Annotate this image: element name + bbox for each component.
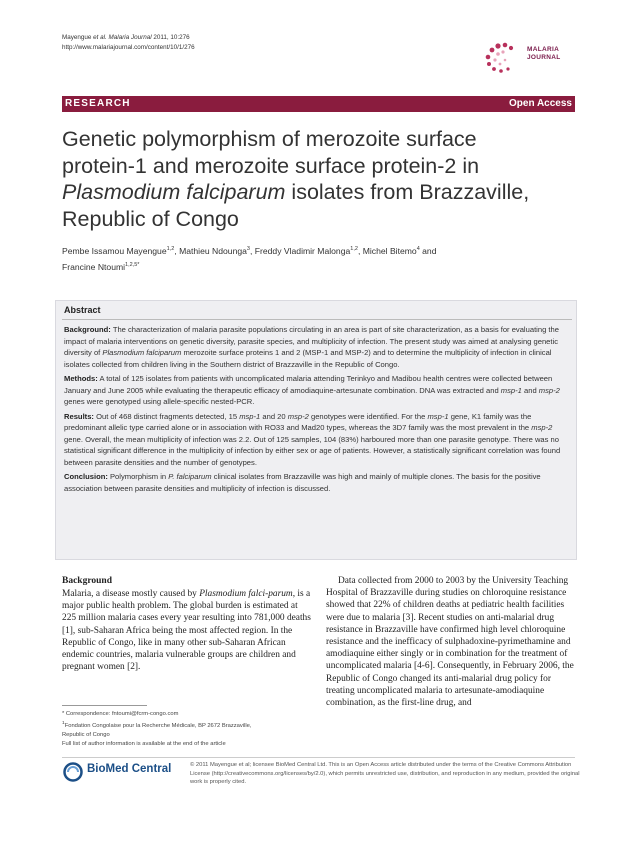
footnote-divider xyxy=(62,705,147,706)
abstract-background: Background: The characterization of malaria parasite populations circulating in an area is part of site characterization, as a basis for evaluating the impact of malaria interventions on genetic diversity, parasite species, and multiplicity of infection. The present study was aimed at analysing genetic diversity of Plasmodium falciparum merozoite surface proteins 1 and 2 (MSP-1 and MSP-2) and to determine the multiplicity of infection in clinical isolates collected from children living in the Southern district of Brazzaville in the Republic of Congo. xyxy=(64,325,559,369)
citation-line: Mayengue et al. Malaria Journal 2011, 10:276 xyxy=(62,34,190,41)
abstract-methods: Methods: A total of 125 isolates from patients with uncomplicated malaria attending Terinkyo and Madibou health centres were collected between January and June 2005 while evaluating the therapeutic efficacy of amodiaquine-artesunate combination. DNA was extracted and msp-1 and msp-2 genes were genotyped using allele-specific nested-PCR. xyxy=(64,374,560,406)
correspondence[interactable]: * Correspondence: fntoumi@fcrm-congo.com xyxy=(62,711,179,717)
author[interactable]: Freddy Vladimir Malonga$^{1,2}$ xyxy=(254,245,358,256)
article-type-label: RESEARCH xyxy=(65,98,131,109)
article-title: Genetic polymorphism of merozoite surface protein-1 and merozoite surface protein-2 in Plasmodium falciparum isolates from Brazzaville, Republic of Congo xyxy=(62,127,530,231)
body-column-right: Data collected from 2000 to 2003 by the University Teaching Hospital of Brazzaville during studies on chloroquine resistance showed that 22% of children deaths at pediatric health facilities were due to malaria [3]. Recent studies on anti-malarial drug resistance in Brazzaville have confirmed high level chloroquine resistance and the inefficacy of sulphadoxine-pyrimethamine and amodiaquine either singly or in combination for the treatment of uncomplicated malaria [4-6]. Consequently, in February 2006, the Republic of Congo changed its anti-malarial drug policy for treating uncomplicated malaria to artesunate-amodiaquine combination, as the first-line drug, and xyxy=(326,576,574,709)
open-access-label: Open Access xyxy=(509,98,572,109)
author[interactable]: Mathieu Ndounga$^3$ xyxy=(179,245,250,256)
section-heading-background: Background xyxy=(62,576,112,586)
article-type-banner xyxy=(62,96,575,112)
footnotes: * Correspondence: fntoumi@fcrm-congo.com $^1$Fondation Congolaise pour la Recherche Médicale, BP 2672 Brazzaville, Republic of Congo Full list of author information is available at the end of the article xyxy=(62,710,322,749)
logo-wordmark: MALARIA JOURNAL xyxy=(527,46,561,61)
author-list: Pembe Issamou Mayengue$^{1,2}$, Mathieu Ndounga$^3$, Freddy Vladimir Malonga$^{1,2}$, Michel Bitemo$^4$ and Francine Ntoumi$^{1,2,5*}$ xyxy=(62,245,437,272)
abstract-divider xyxy=(62,319,572,320)
author[interactable]: Francine Ntoumi$^{1,2,5*}$ xyxy=(62,261,140,272)
abstract-text xyxy=(64,324,571,497)
author[interactable]: Pembe Issamou Mayengue$^{1,2}$ xyxy=(62,245,175,256)
body-column-left: Malaria, a disease mostly caused by Plasmodium falci-parum, is a major public health problem. The global burden is estimated at 225 million malaria cases every year resulting into 781,000 deaths [1], sub-Saharan Africa being the most affected region. In the Republic of Congo, like in many other sub-Saharan African endemic countries, malaria vulnerable groups are children and pregnant women [2]. xyxy=(62,589,311,673)
abstract-heading: Abstract xyxy=(64,305,101,315)
copyright-notice: © 2011 Mayengue et al; licensee BioMed Central Ltd. This is an Open Access article distributed under the terms of the Creative Commons Attribution License (http://creativecommons.org/licenses/by/2.0), which permits unrestricted use, distribution, and reproduction in any medium, provided the original work is properly cited. xyxy=(190,762,580,785)
footer-divider xyxy=(62,757,575,758)
abstract-conclusion: Conclusion: Polymorphism in P. falciparum clinical isolates from Brazzaville was high and mainly of multiple clones. The basis for the positive association between parasite densities and multiplicity of infection is discussed. xyxy=(64,472,541,493)
affiliation: $^1$Fondation Congolaise pour la Recherche Médicale, BP 2672 Brazzaville, xyxy=(62,721,252,729)
author-info-note: Full list of author information is available at the end of the article xyxy=(62,740,226,747)
publisher-name: BioMed Central xyxy=(87,763,172,775)
abstract-results: Results: Out of 468 distinct fragments detected, 15 msp-1 and 20 msp-2 genotypes were identified. For the msp-1 gene, K1 family was the predominant allelic type carried alone or in association with RO33 and Mad20 types, whereas the 3D7 family was the most prevalent in the msp-2 gene. Overall, the mean multiplicity of infection was 2.2. Out of 125 samples, 104 (83%) harboured more than one parasite genotype. There was no statistical significant difference in the multiplicity of infection by either sex or age of patients. However, a statistically significant correlation was found between parasite densities and the number of genotypes. xyxy=(64,411,561,467)
citation-header xyxy=(62,33,195,53)
author[interactable]: Michel Bitemo$^4$ xyxy=(362,245,420,256)
article-url[interactable]: http://www.malariajournal.com/content/10/1/276 xyxy=(62,44,195,51)
